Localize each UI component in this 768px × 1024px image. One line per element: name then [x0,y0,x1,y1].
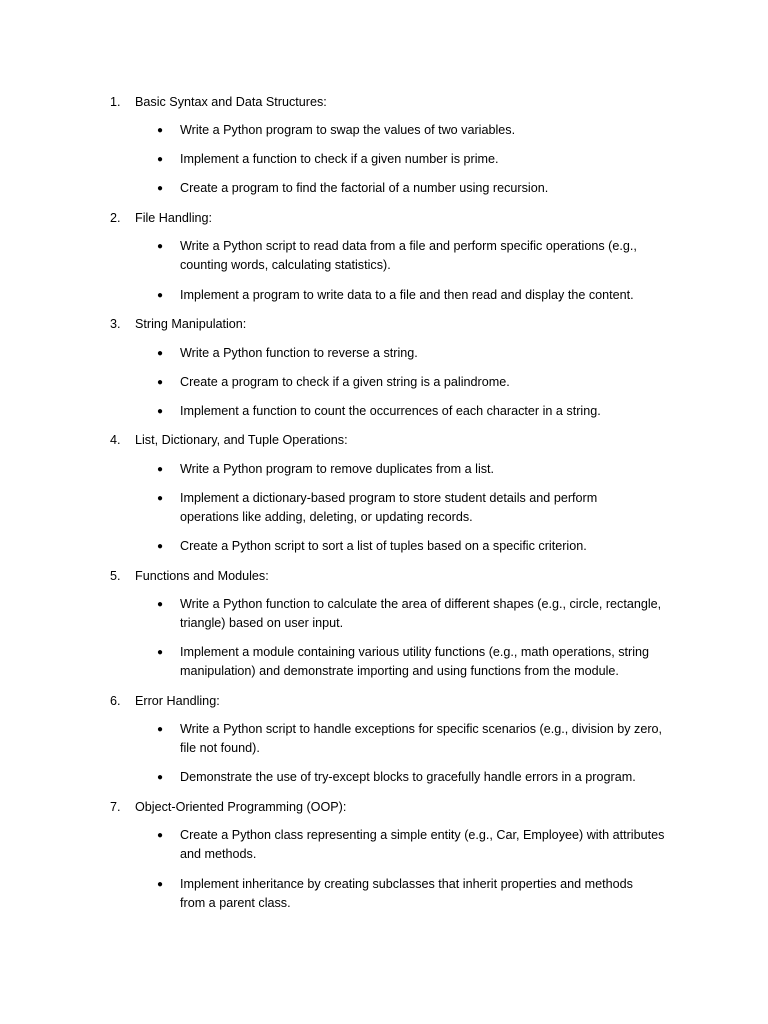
bullet-icon: ● [157,125,164,136]
list-item-text [180,344,690,363]
section-heading [0,566,768,586]
bullet-icon: ● [157,464,164,475]
list-item-line: operations like adding, deleting, or updating records. [180,510,473,524]
section-heading [0,797,768,817]
list-item-text [180,460,690,479]
section-title: Basic Syntax and Data Structures: [135,95,327,109]
list-item-line: Implement a module containing various utility functions (e.g., math operations, string [180,645,650,659]
list-item-line: triangle) based on user input. [180,616,344,630]
section-title: Error Handling: [135,694,220,708]
list-item-line: Implement a function to count the occurrences of each character in a string. [180,404,601,418]
bullet-icon: ● [157,406,164,417]
list-item-text [180,373,690,392]
list-item-text [180,237,690,275]
list-item-line: Write a Python function to reverse a string. [180,346,418,360]
section-number: 2. [110,211,121,225]
list-item-line: Create a program to find the factorial of a number using recursion. [180,181,549,195]
bullet-icon: ● [157,348,164,359]
bullet-icon: ● [157,772,164,783]
list-item-line: Create a Python script to sort a list of tuples based on a specific criterion. [180,539,587,553]
list-item-text [180,826,690,864]
section-heading [0,92,768,112]
list-item-line: Write a Python program to swap the values of two variables. [180,123,516,137]
list-item-line: Demonstrate the use of try-except blocks to gracefully handle errors in a program. [180,770,636,784]
list-item-line: Create a program to check if a given string is a palindrome. [180,375,510,389]
list-item-line: Create a Python class representing a simple entity (e.g., Car, Employee) with attributes [180,828,665,842]
section-number: 4. [110,433,121,447]
section-title: Functions and Modules: [135,569,269,583]
section-number: 1. [110,95,121,109]
section-title: String Manipulation: [135,317,247,331]
list-item-text [180,402,690,421]
list-item-text [180,121,690,140]
bullet-icon: ● [157,599,164,610]
list-item-line: and methods. [180,847,257,861]
section-number: 7. [110,800,121,814]
bullet-icon: ● [157,154,164,165]
bullet-icon: ● [157,541,164,552]
list-item-text [180,489,690,527]
section-heading [0,430,768,450]
list-item-line: Implement a dictionary-based program to store student details and perform [180,491,598,505]
bullet-icon: ● [157,647,164,658]
list-item-text [180,643,690,681]
bullet-icon: ● [157,183,164,194]
list-item-text [180,875,690,913]
list-item-text [180,286,690,305]
section-title: File Handling: [135,211,213,225]
section-heading [0,691,768,711]
list-item-line: Implement a program to write data to a file and then read and display the content. [180,288,634,302]
list-item-line: Implement a function to check if a given number is prime. [180,152,499,166]
bullet-icon: ● [157,724,164,735]
list-item-text [180,720,690,758]
list-item-line: Write a Python function to calculate the area of different shapes (e.g., circle, rectangle, [180,597,662,611]
bullet-icon: ● [157,290,164,301]
section-number: 5. [110,569,121,583]
bullet-icon: ● [157,879,164,890]
list-item-text [180,179,690,198]
section-heading [0,208,768,228]
list-item-line: manipulation) and demonstrate importing and using functions from the module. [180,664,619,678]
list-item-line: file not found). [180,741,260,755]
section-heading [0,314,768,334]
list-item-text [180,768,690,787]
list-item-line: from a parent class. [180,896,291,910]
list-item-line: Write a Python program to remove duplicates from a list. [180,462,495,476]
list-item-line: Write a Python script to read data from a file and perform specific operations (e.g., [180,239,637,253]
bullet-icon: ● [157,241,164,252]
list-item-text [180,595,690,633]
section-number: 3. [110,317,121,331]
list-item-text [180,150,690,169]
section-number: 6. [110,694,121,708]
bullet-icon: ● [157,377,164,388]
list-item-text [180,537,690,556]
section-title: Object-Oriented Programming (OOP): [135,800,347,814]
bullet-icon: ● [157,493,164,504]
list-item-line: counting words, calculating statistics). [180,258,391,272]
section-title: List, Dictionary, and Tuple Operations: [135,433,348,447]
bullet-icon: ● [157,830,164,841]
list-item-line: Write a Python script to handle exceptions for specific scenarios (e.g., division by zero, [180,722,663,736]
list-item-line: Implement inheritance by creating subclasses that inherit properties and methods [180,877,633,891]
